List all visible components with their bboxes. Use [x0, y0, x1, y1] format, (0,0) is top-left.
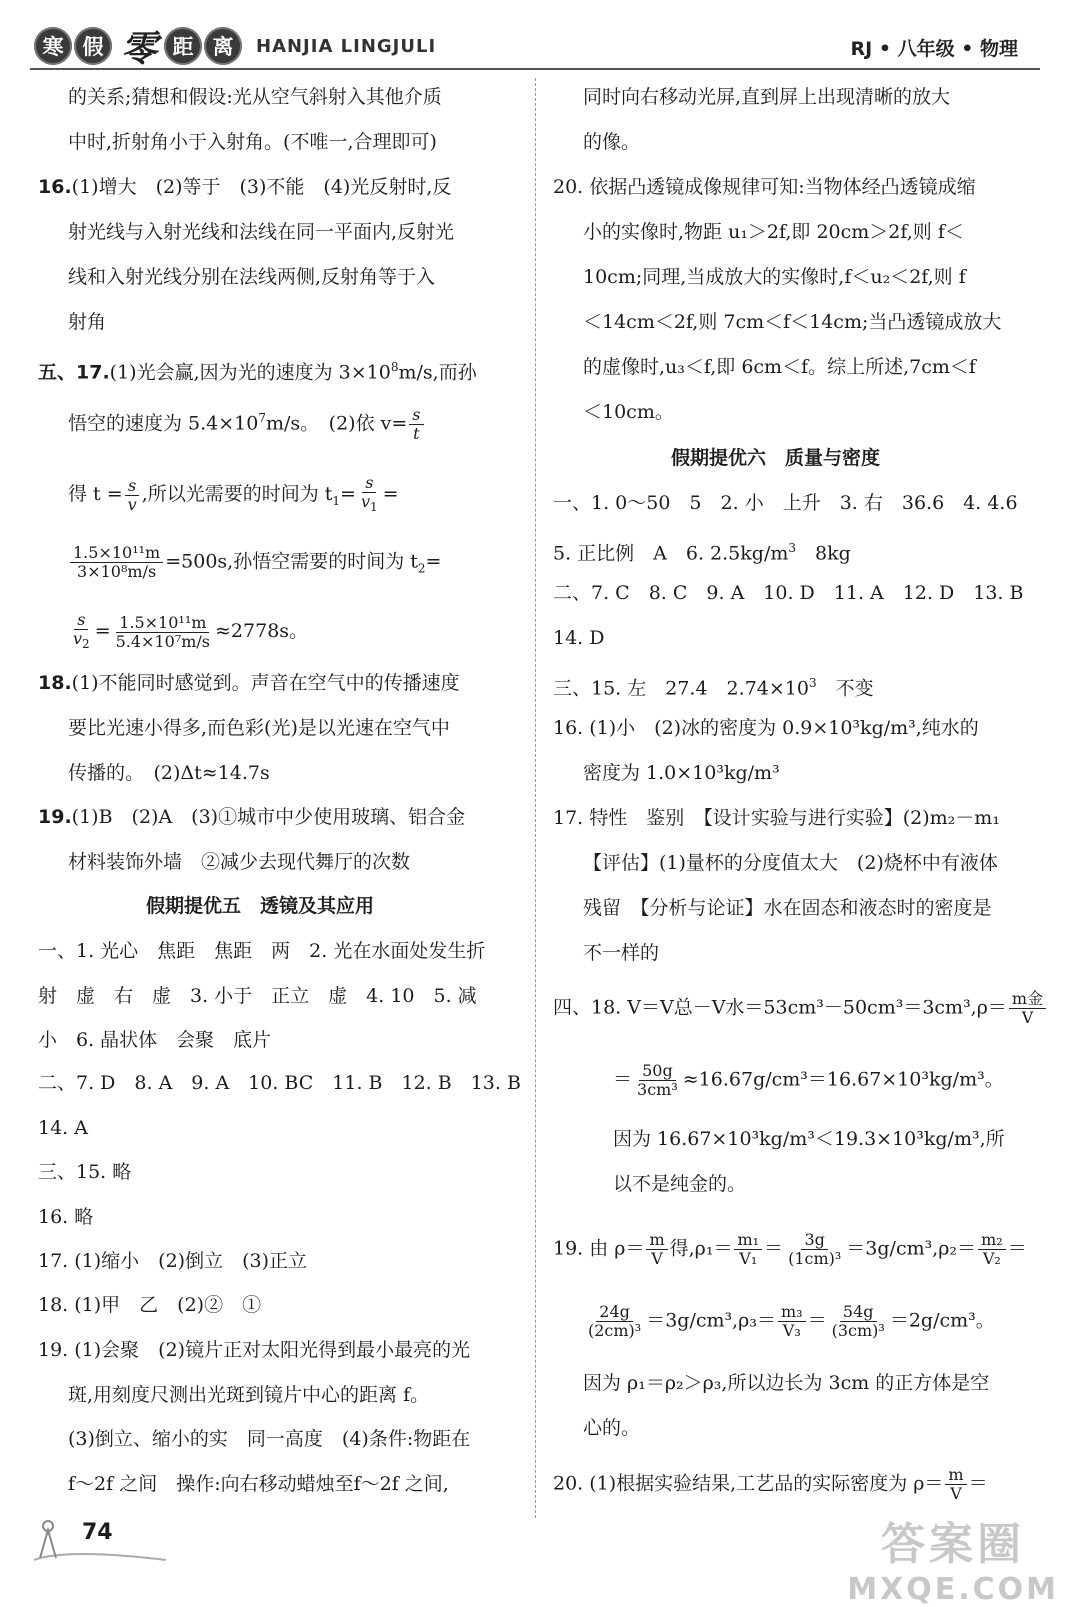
answer-text: =500s,孙悟空需要的时间为 t: [165, 550, 418, 573]
text-line: 不一样的: [583, 942, 660, 964]
exponent: 8: [390, 360, 399, 374]
fraction: $\frac{\text{m金}}{V}$: [1009, 990, 1046, 1027]
text-line: 17. 特性 鉴别 【设计实验与进行实验】(2)m₂－m₁: [553, 807, 1000, 829]
book-subject: RJ • 八年级 • 物理: [850, 38, 1018, 60]
question-number: 五、17.: [38, 361, 110, 384]
text-line: 16. (1)小 (2)冰的密度为 0.9×10³kg/m³,纯水的: [553, 717, 979, 739]
answer-text: 5. 正比例 A 6. 2.5kg/m: [553, 542, 789, 565]
exponent: 7: [258, 411, 266, 425]
fraction: $\frac{54g}{\text{(3cm)³}}$: [831, 1302, 885, 1340]
text-line: 一、1. 0～50 5 2. 小 上升 3. 右 36.6 4. 4.6: [553, 492, 1018, 514]
text-line: 16. 略: [38, 1206, 94, 1228]
logo-pinyin: HANJIA LINGJULI: [256, 35, 437, 57]
text-line: 射光线与入射光线和法线在同一平面内,反射光: [68, 221, 455, 243]
logo-char: 离: [204, 27, 242, 65]
text-line: 射 虚 右 虚 3. 小于 正立 虚 4. 10 5. 减: [38, 985, 477, 1007]
answer-text: m/s。 (2)依 v=: [266, 412, 408, 435]
question-20: 20. 依据凸透镜成像规律可知:当物体经凸透镜成缩: [553, 176, 976, 198]
answer-text: 得,ρ₁＝: [669, 1237, 733, 1260]
answer-text: 得 t =: [68, 483, 123, 506]
fraction: $\frac{3g}{\text{(1cm)³}}$: [788, 1230, 842, 1268]
fraction: $\frac{50g}{\text{3cm³}}$: [637, 1061, 678, 1099]
answer-text: 四、18. V＝V总－V水＝53cm³－50cm³＝3cm³,ρ＝: [553, 996, 1007, 1019]
answer-text: ≈2778s。: [215, 620, 309, 643]
text-line: [583, 1303, 995, 1340]
watermark: [847, 1508, 1059, 1607]
answer-text: =: [425, 550, 442, 573]
question-19: [38, 802, 465, 832]
logo-char: 零: [120, 27, 157, 70]
text-line: 17. (1)缩小 (2)倒立 (3)正立: [38, 1250, 307, 1272]
text-line: 的关系;猜想和假设:光从空气斜射入其他介质: [68, 86, 442, 108]
text-line: 二、7. C 8. C 9. A 10. D 11. A 12. D 13. B: [553, 582, 1024, 604]
text-line: 5. 正比例 A 6. $2.5kg/m^3$ 8kg: [553, 541, 851, 565]
fraction: $\frac{\text{m₁}}{\text{V₁}}$: [734, 1231, 762, 1268]
answer-text: (1)不能同时感觉到。声音在空气中的传播速度: [71, 672, 460, 694]
text-line: 二、7. D 8. A 9. A 10. BC 11. B 12. B 13. B: [38, 1072, 521, 1094]
answer-text: 不变: [816, 677, 874, 700]
text-line: 射角: [68, 311, 107, 333]
answer-text: ＝3g/cm³,ρ₂＝: [846, 1237, 977, 1260]
answer-text: ＝: [807, 1309, 827, 1332]
text-line: 要比光速小得多,而色彩(光)是以光速在空气中: [68, 717, 450, 739]
fraction: $\frac{m}{V}$: [646, 1231, 667, 1268]
fraction: $\frac{\text{1.5×10¹¹m}}{\text{3×10⁸m/s}}$: [70, 544, 163, 581]
text-line: 【评估】(1)量杯的分度值太大 (2)烧杯中有液体: [583, 852, 998, 874]
text-line: ＜10cm。: [583, 401, 674, 423]
text-line: ＜14cm＜2f,则 7cm＜f＜14cm;当凸透镜成放大: [583, 311, 1002, 333]
fraction: $\frac{s}{t}$: [409, 406, 423, 443]
text-line: $\frac{s}{v_2}$ = $\frac{\text{1.5×10¹¹m}}{\text{5.4×10⁷m/s}}$ ≈2778s。: [68, 611, 308, 653]
text-line: ＝ $\frac{50g}{\text{3cm³}}$ ≈16.67g/cm³＝16.67×10³kg/m³。: [613, 1061, 1004, 1099]
text-line: 因为 16.67×10³kg/m³＜19.3×10³kg/m³,所: [613, 1128, 1005, 1150]
page-header: [30, 18, 1040, 72]
text-line: 14. D: [553, 627, 605, 649]
text-line: 18. (1)甲 乙 (2)② ①: [38, 1294, 262, 1316]
question-20-density: [553, 1466, 988, 1503]
answer-text: ＝3g/cm³,ρ₃＝: [646, 1309, 776, 1332]
text-line: 的虚像时,u₃＜f,即 6cm＜f。综上所述,7cm＜f: [583, 356, 976, 378]
question-18: [38, 668, 460, 698]
logo-char: 距: [164, 27, 202, 65]
logo-char: 假: [74, 27, 112, 65]
page-number: 74: [82, 1520, 113, 1545]
text-line: 得 t = $\frac{s}{v}$ ,所以光需要的时间为 $t_1=$ $\frac{s}{v_1}$ =: [68, 473, 399, 515]
text-line: 残留 【分析与论证】水在固态和液态时的密度是: [583, 897, 992, 919]
question-number: 19.: [38, 806, 72, 828]
text-line: 三、15. 略: [38, 1161, 132, 1183]
question-17: [38, 352, 477, 387]
text-line: 14. A: [38, 1117, 88, 1139]
book-logo: [34, 24, 436, 68]
text-line: 以不是纯金的。: [613, 1173, 747, 1195]
fraction: $\frac{s}{v_1}$: [360, 473, 378, 515]
header-rule: [30, 68, 1040, 70]
text-line: 斑,用刻度尺测出光斑到镜片中心的距离 f。: [68, 1384, 430, 1406]
text-line: [68, 403, 426, 443]
answer-text: 20. (1)根据实验结果,工艺品的实际密度为 ρ＝: [553, 1472, 944, 1495]
answer-text: 19. 由 ρ＝: [553, 1237, 645, 1260]
text-line: (3)倒立、缩小的实 同一高度 (4)条件:物距在: [68, 1428, 471, 1450]
text-line: 材料装饰外墙 ②减少去现代舞厅的次数: [68, 851, 411, 873]
answer-text: (1)B (2)A (3)①城市中少使用玻璃、铝合金: [71, 806, 466, 828]
fraction: $\frac{\text{m₂}}{\text{V₂}}$: [978, 1231, 1006, 1268]
text-line: 心的。: [583, 1417, 641, 1439]
text-line: 19. (1)会聚 (2)镜片正对太阳光得到最小最亮的光: [38, 1339, 471, 1361]
answer-text: =: [340, 483, 356, 506]
answer-text: (1)光会赢,因为光的速度为 3×10: [109, 361, 391, 384]
watermark-url: MXQE.COM: [847, 1572, 1059, 1607]
answer-text: ≈16.67g/cm³＝16.67×10³kg/m³。: [682, 1068, 1004, 1091]
text-line: 传播的。 (2)Δt≈14.7s: [68, 762, 270, 784]
answer-text: ＝: [968, 1472, 988, 1495]
text-line: 因为 ρ₁＝ρ₂＞ρ₃,所以边长为 3cm 的正方体是空: [583, 1372, 990, 1394]
question-number: 18.: [38, 672, 72, 694]
text-line: 一、1. 光心 焦距 焦距 两 2. 光在水面处发生折: [38, 940, 486, 962]
text-line: 小 6. 晶状体 会聚 底片: [38, 1029, 272, 1051]
fraction: $\frac{\text{m₃}}{\text{V₃}}$: [778, 1303, 806, 1340]
answer-text: ＝: [764, 1237, 784, 1260]
answer-text: (1)增大 (2)等于 (3)不能 (4)光反射时,反: [71, 176, 452, 198]
fraction: $\frac{s}{v}$: [125, 477, 140, 514]
question-16: [38, 172, 451, 202]
text-line: 中时,折射角小于入射角。(不唯一,合理即可): [68, 131, 437, 153]
fraction: $\frac{s}{v_2}$: [73, 610, 90, 652]
answer-text: 悟空的速度为 5.4×10: [68, 412, 259, 435]
fraction: $\frac{\text{1.5×10¹¹m}}{\text{5.4×10⁷m/s}}$: [115, 612, 211, 651]
text-line: 线和入射光线分别在法线两侧,反射角等于入: [68, 266, 436, 288]
answer-text: ＝: [1007, 1237, 1027, 1260]
answer-text: m/s,而孙: [398, 361, 477, 384]
text-line: 密度为 1.0×10³kg/m³: [583, 762, 780, 784]
answer-text: ＝2g/cm³。: [889, 1309, 995, 1332]
text-line: 三、15. 左 27.4 $2.74\times 10^3$ 不变: [553, 676, 874, 700]
section-title: 假期提优六 质量与密度: [671, 447, 881, 469]
fraction: $\frac{m}{V}$: [945, 1466, 966, 1503]
watermark-logo: 答案圈: [881, 1519, 1026, 1570]
text-line: 的像。: [583, 131, 641, 153]
answer-text: 三、15. 左 27.4 2.74×10: [553, 677, 809, 700]
answer-text: ,所以光需要的时间为 t: [141, 483, 333, 506]
text-line: 10cm;同理,当成放大的实像时,f＜u₂＜2f,则 f: [583, 266, 966, 288]
fraction: $\frac{24g}{\text{(2cm)³}}$: [588, 1302, 642, 1340]
text-line: 同时向右移动光屏,直到屏上出现清晰的放大: [583, 86, 951, 108]
answer-text: 8kg: [796, 542, 851, 565]
question-19-density: [553, 1231, 1027, 1268]
question-number: 16.: [38, 176, 72, 198]
text-line: 小的实像时,物距 u₁＞2f,即 20cm＞2f,则 f＜: [583, 221, 964, 243]
section-title: 假期提优五 透镜及其应用: [146, 895, 375, 917]
text-line: f～2f 之间 操作:向右移动蜡烛至f～2f 之间,: [68, 1473, 449, 1495]
question-18-density: [553, 990, 1048, 1027]
text-line: $\frac{\text{1.5×10¹¹m}}{\text{3×10⁸m/s}}$ =500s,孙悟空需要的时间为 $t_2=$: [68, 544, 441, 583]
column-divider: [535, 78, 536, 1518]
logo-char: 寒: [34, 27, 72, 65]
